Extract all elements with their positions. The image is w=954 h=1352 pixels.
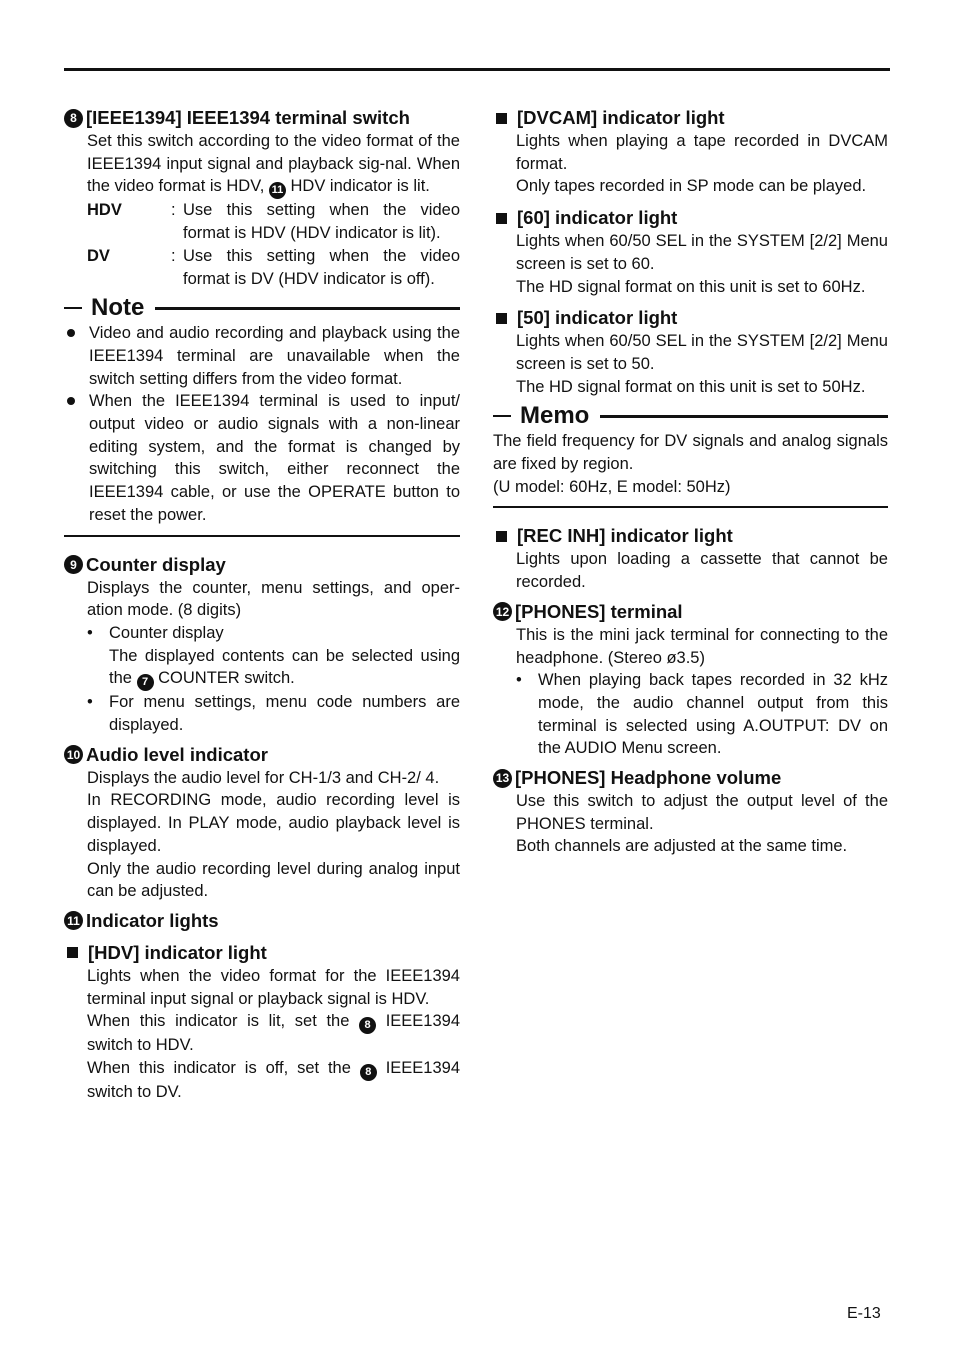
bullet-mark: • (87, 693, 93, 712)
section-heading (64, 909, 460, 933)
heading-text: [HDV] indicator light (88, 941, 267, 963)
heading-text: [50] indicator light (517, 307, 678, 329)
heading-text: Audio level indicator (86, 743, 268, 765)
heading-text: [60] indicator light (517, 207, 678, 229)
definition-term: HDV (87, 201, 122, 220)
paragraph (87, 130, 460, 199)
text: Set this switch according to the video format of the IEEE1394 input signal and playback sig-nal. When the video format is HDV, (87, 132, 460, 196)
section-50-indicator (493, 306, 888, 398)
left-column (64, 106, 460, 1104)
section-ieee1394-switch (64, 106, 460, 290)
sub-text (109, 622, 460, 691)
number-badge-icon: 11 (269, 182, 286, 199)
sub-list (516, 669, 888, 760)
number-badge-icon: 8 (359, 1017, 376, 1034)
text: IEEE1394 switch to DV. (87, 1059, 460, 1102)
sub-text: When playing back tapes recorded in 32 kHz mode, the audio channel output from this terminal is selected using A.OUTPUT: DV on the AUDIO Menu screen. (538, 671, 888, 758)
note-list (64, 322, 460, 526)
text: IEEE1394 switch to HDV. (87, 1012, 461, 1055)
right-column (493, 106, 888, 858)
paragraph: Displays the audio level for CH-1/3 and CH-2/ 4. (87, 768, 440, 787)
paragraph (87, 1057, 460, 1104)
section-heading (64, 941, 460, 965)
square-bullet-icon (496, 113, 507, 124)
square-bullet-icon (496, 531, 507, 542)
note-text: Video and audio recording and playback using the IEEE1394 terminal are unavailable when the switch setting differs from the video format. (89, 324, 460, 388)
bullet-icon (67, 329, 75, 337)
square-bullet-icon (67, 947, 78, 958)
section-rec-inh-indicator (493, 524, 888, 593)
note-text: When the IEEE1394 terminal is used to input/ output video or audio signals with a non-linear editing system, and the format is changed by switching this switch, either reconnect the IEEE1394 cable, or use the OPERATE button to reset the power. (89, 392, 460, 524)
text: When this indicator is lit, set the (87, 1012, 350, 1031)
title-rule (600, 415, 888, 418)
paragraph: In RECORDING mode, audio recording level is displayed. In PLAY mode, audio playback level is displayed. (87, 791, 460, 855)
paragraph: The HD signal format on this unit is set to 60Hz. (516, 277, 866, 296)
section-heading (64, 743, 460, 767)
paragraph: Lights when playing a tape recorded in DVCAM format. (516, 132, 888, 173)
note-end-rule (64, 535, 460, 537)
text: COUNTER switch. (158, 669, 295, 688)
section-heading (493, 106, 888, 130)
note-item (64, 390, 460, 526)
definition-desc: Use this setting when the video format is HDV (HDV indicator is lit). (183, 201, 460, 243)
number-badge-icon: 9 (64, 555, 83, 574)
paragraph: Only tapes recorded in SP mode can be played. (516, 177, 867, 196)
heading-text: [PHONES] Headphone volume (515, 767, 782, 789)
bullet-mark: • (516, 671, 522, 690)
heading-text: Indicator lights (86, 909, 219, 931)
paragraph: Lights when the video format for the IEEE1394 terminal input signal or playback signal is HDV. (87, 966, 460, 1008)
section-heading (64, 553, 460, 577)
text: The displayed contents can be selected using the (109, 646, 460, 688)
heading-text: [REC INH] indicator light (517, 525, 733, 547)
paragraph: Lights when 60/50 SEL in the SYSTEM [2/2] Menu screen is set to 60. (516, 232, 888, 273)
paragraph: (U model: 60Hz, E model: 50Hz) (493, 477, 731, 496)
memo-label: Memo (520, 402, 590, 430)
note-label: Note (91, 294, 145, 322)
title-rule (155, 307, 460, 310)
number-badge-icon: 13 (493, 769, 512, 788)
section-headphone-volume (493, 766, 888, 858)
number-badge-icon: 10 (64, 745, 83, 764)
note-item (64, 322, 460, 390)
paragraph: Use this switch to adjust the output level of the PHONES terminal. (516, 792, 888, 833)
title-dash (493, 415, 511, 417)
number-badge-icon: 7 (137, 674, 154, 691)
paragraph: Lights upon loading a cassette that cannot be recorded. (516, 550, 888, 592)
section-heading (64, 106, 460, 130)
note-title (64, 294, 460, 322)
section-hdv-indicator (64, 941, 460, 1104)
text: When this indicator is off, set the (87, 1059, 351, 1078)
text: Counter display (109, 623, 224, 642)
memo-title (493, 402, 888, 430)
section-audio-level (64, 743, 460, 903)
colon: : (171, 201, 176, 220)
section-indicator-lights (64, 909, 460, 933)
sub-text: For menu settings, menu code numbers are displayed. (109, 693, 460, 735)
heading-text: [DVCAM] indicator light (517, 107, 725, 128)
paragraph: Lights when 60/50 SEL in the SYSTEM [2/2] Menu screen is set to 50. (516, 332, 888, 373)
note-box (64, 294, 460, 536)
number-badge-icon: 8 (360, 1064, 377, 1081)
section-heading (493, 766, 888, 790)
definition-term: DV (87, 246, 110, 265)
section-counter-display (64, 553, 460, 737)
section-heading (493, 600, 888, 624)
square-bullet-icon (496, 313, 507, 324)
paragraph: Only the audio recording level during analog input can be adjusted. (87, 859, 460, 901)
number-badge-icon: 12 (493, 602, 512, 621)
sub-item (516, 669, 888, 760)
paragraph: Both channels are adjusted at the same time. (516, 837, 848, 856)
paragraph: This is the mini jack terminal for connecting to the headphone. (Stereo ø3.5) (516, 625, 888, 667)
number-badge-icon: 8 (64, 109, 83, 128)
section-heading (493, 306, 888, 330)
paragraph: The field frequency for DV signals and analog signals are fixed by region. (493, 432, 888, 474)
section-60-indicator (493, 206, 888, 298)
definition-row (87, 245, 460, 290)
paragraph (87, 1010, 460, 1057)
number-badge-icon: 11 (64, 911, 83, 930)
heading-text: [PHONES] terminal (515, 600, 683, 622)
page-number: E-13 (847, 1305, 881, 1322)
sub-list (87, 622, 460, 737)
definition-row (87, 199, 460, 244)
colon: : (171, 246, 176, 265)
bullet-icon (67, 397, 75, 405)
bullet-mark: • (87, 623, 93, 642)
square-bullet-icon (496, 213, 507, 224)
sub-item (87, 622, 460, 691)
section-phones-terminal (493, 600, 888, 760)
text: HDV indicator is lit. (290, 177, 430, 196)
paragraph: Displays the counter, menu settings, and oper-ation mode. (8 digits) (87, 578, 460, 620)
sub-item (87, 691, 460, 736)
heading-text: Counter display (86, 553, 226, 575)
title-dash (64, 307, 82, 309)
memo-end-rule (493, 506, 888, 508)
section-dvcam-indicator (493, 106, 888, 198)
memo-box (493, 402, 888, 508)
heading-text: [IEEE1394] IEEE1394 terminal switch (86, 107, 410, 128)
section-heading (493, 206, 888, 230)
top-rule (64, 68, 890, 71)
definition-desc: Use this setting when the video format is DV (HDV indicator is off). (183, 246, 460, 288)
paragraph: The HD signal format on this unit is set to 50Hz. (516, 377, 866, 396)
section-heading (493, 524, 888, 548)
definition-list (87, 199, 460, 290)
